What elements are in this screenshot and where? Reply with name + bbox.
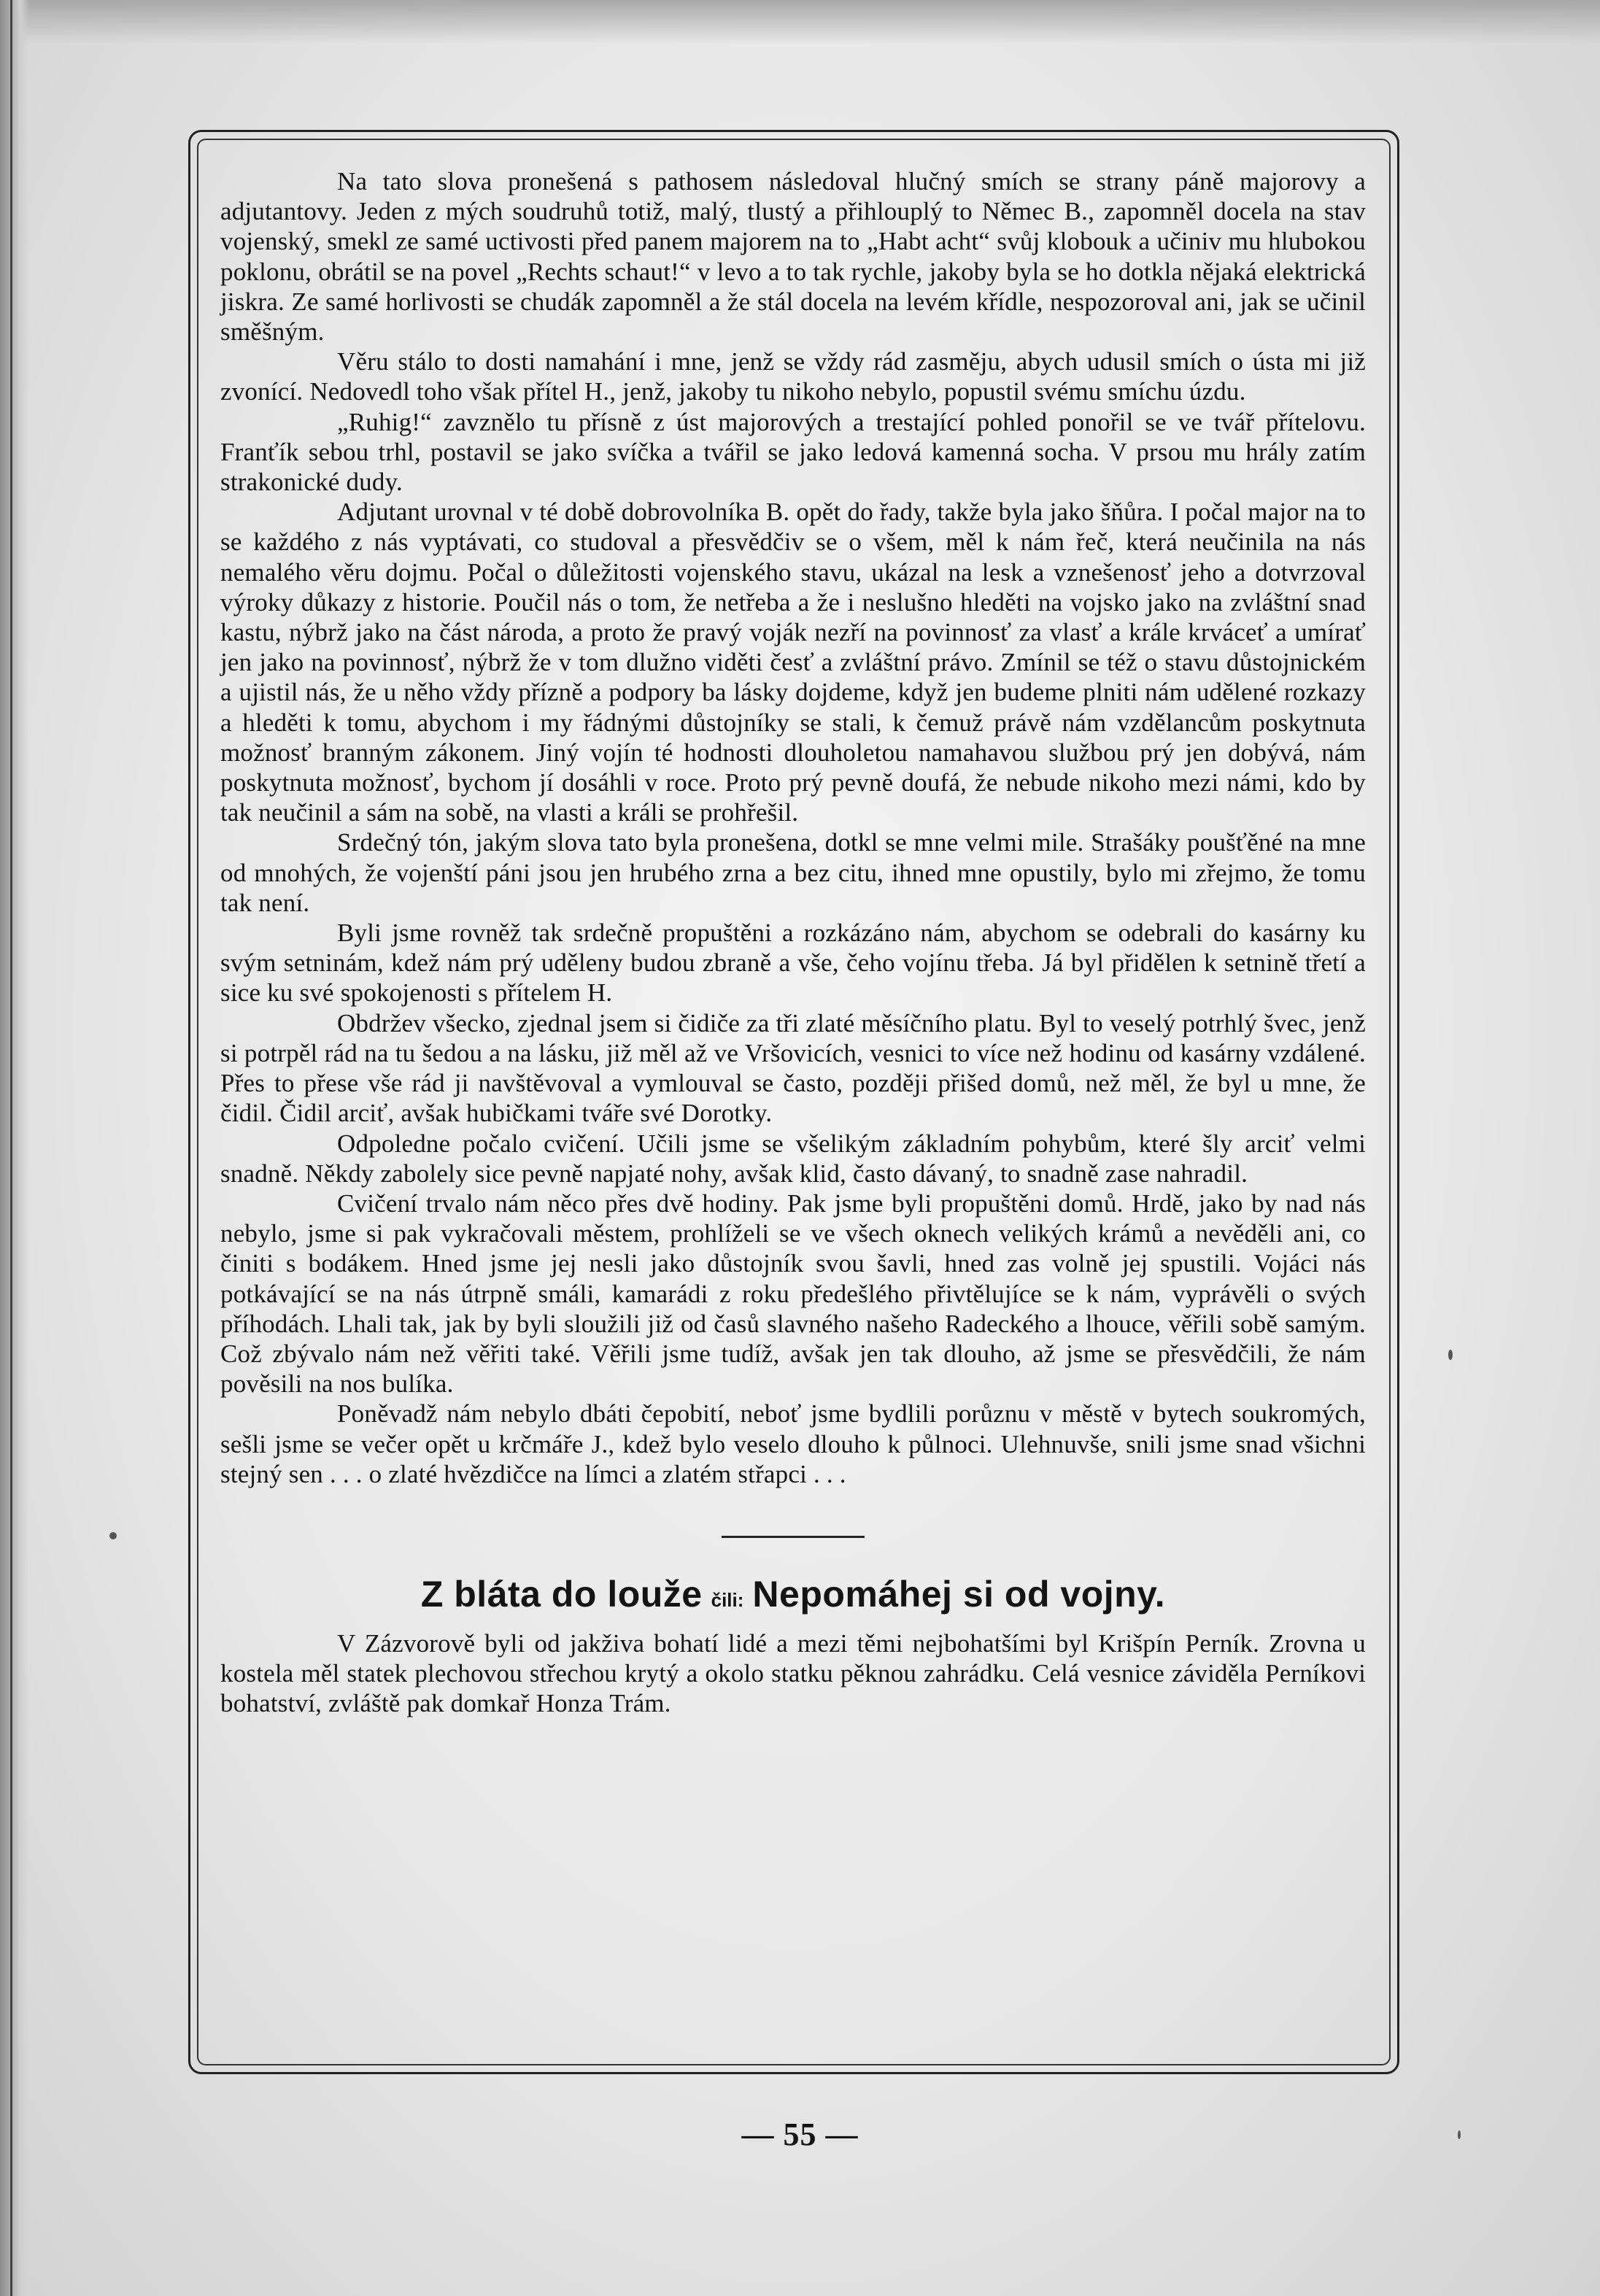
text-block [220,166,1366,1719]
paragraph-2: Věru stálo to dosti namahání i mne, jenž se vždy rád zasměju, abych udusil smích o ústa mi již zvonící. Nedovedl toho však přítel H., jenž, jakoby tu nikoho nebylo, popustil svému smíchu úzdu. [220,347,1366,406]
story-subtitle: Nepomáhej si od vojny. [752,1573,1166,1615]
paragraph-7: Obdržev všecko, zjednal jsem si čidiče za tři zlaté měsíčního platu. Byl to veselý potrhlý švec, jenž si potrpěl rád na tu šedou a na lásku, již měl až ve Vršovicích, vesnici to více než hodinu od kasárny vzdálené. Přes to přese vše rád ji navštěvoval a vymlouval se často, později přišed domů, než měl, že byl u mne, že čidil. Čidil arciť, avšak hubičkami tváře své Dorotky. [220,1008,1366,1128]
scan-shadow-top [0,0,1600,44]
scan-shadow-left [0,0,29,2296]
paragraph-9: Cvičení trvalo nám něco přes dvě hodiny. Pak jsme byli propuštěni domů. Hrdě, jako by nad nás nebylo, jsme si pak vykračovali městem, prohlíželi se ve všech oknech velikých krámů a nevěděli ani, co činiti s bodákem. Hned jsme jej nesli jako důstojník svou šavli, hned zas volně jej spustili. Vojáci nás potkávající se na nás útrpně smáli, kamarádi z roku předešlého přivtělujíce se k nám, vyprávěli o svých příhodách. Lhali tak, jak by byli sloužili již od časů slavného našeho Radeckého a lhouce, věřili sobě samým. Což zbývalo nám než věřiti také. Věřili jsme tudíž, avšak jen tak dlouho, až jsme se přesvědčili, že nám pověsili na nos bulíka. [220,1188,1366,1399]
page-number: — 55 — [741,2117,859,2152]
paragraph-5: Srdečný tón, jakým slova tato byla pronešena, dotkl se mne velmi mile. Strašáky poušťěné na mne od mnohých, že vojenští páni jsou jen hrubého zrna a bez citu, ihned mne opustily, bylo mi zřejmo, že tomu tak není. [220,828,1366,917]
paragraph-4: Adjutant urovnal v té době dobrovolníka B. opět do řady, takže byla jako šňůra. I počal major na to se každého z nás vyptávati, co studoval a přesvědčiv se o všem, měl k nám řeč, která neučinila na nás nemalého věru dojmu. Počal o důležitosti vojenského stavu, ukázal na lesk a vznešenosť jeho a dotvrzoval výroky důkazy z historie. Poučil nás o tom, že netřeba a že i neslušno hleděti na vojsko jako na zvláštní snad kastu, nýbrž jako na část národa, a proto že pravý voják nezří na povinnosť za vlasť a krále krváceť a umírať jen jako na povinnosť, nýbrž že v tom dlužno viděti česť a zvláštní právo. Zmínil se též o stavu důstojnickém a ujistil nás, že u něho vždy přízně a podpory ba lásky dojdeme, když jen budeme plniti nám udělené rozkazy a hleděti k tomu, abychom i my řádnými důstojníky se stali, k čemuž právě nám vzdělancům poskytnuta možnosť branným zákonem. Jiný vojín té hodnosti dlouholetou namahavou službou prý jen dobývá, nám poskytnuta možnosť, bychom jí dosáhli v roce. Proto prý pevně doufá, že nebude nikoho mezi námi, kdo by tak neučinil a sám na sobě, na vlasti a králi se prohřešil. [220,498,1366,827]
story-heading [220,1573,1366,1615]
scan-speck [1458,2130,1461,2139]
paragraph-1: Na tato slova pronešená s pathosem následoval hlučný smích se strany páně majorovy a adjutantovy. Jeden z mých soudruhů totiž, malý, tlustý a přihlouplý to Němec B., zapomněl docela na stav vojenský, smekl ze samé uctivosti před panem majorem na to „Habt acht“ svůj klobouk a učiniv mu hlubokou poklonu, obrátil se na povel „Rechts schaut!“ v levo a to tak rychle, jakoby byla se ho dotkla nějaká elektrická jiskra. Ze samé horlivosti se chudák zapomněl a že stál docela na levém křídle, nespozoroval ani, jak se učinil směšným. [220,167,1366,347]
story-title: Z bláta do louže [420,1573,703,1615]
paragraph-10: Poněvadž nám nebylo dbáti čepobití, neboť jsme bydlili porůznu v městě v bytech soukromých, sešli jsme se večer opět u krčmáře J., kdež bylo veselo dlouho k půlnoci. Ulehnuvše, snili jsme snad všichni stejný sen . . . o zlaté hvězdičce na límci a zlatém střapci . . . [220,1399,1366,1488]
paragraph-6: Byli jsme rovněž tak srdečně propuštěni a rozkázáno nám, abychom se odebrali do kasárny ku svým setninám, kdež nám prý uděleny budou zbraně a vše, čeho vojínu třeba. Já byl přidělen k setnině třetí a sice ku své spokojenosti s přítelem H. [220,919,1366,1008]
scan-speck [1448,1350,1453,1360]
section-divider [722,1536,865,1538]
paragraph-8: Odpoledne počalo cvičení. Učili jsme se všelikým základním pohybům, které šly arciť velmi snadně. Někdy zabolely sice pevně napjaté nohy, avšak klid, často dávaný, to snadně zase nahradil. [220,1129,1366,1188]
story-paragraph: V Zázvorově byli od jakživa bohatí lidé a mezi těmi nejbohatšími byl Krišpín Perník. Zrovna u kostela měl statek plechovou střechou krytý a okolo statku pěknou zahrádku. Celá vesnice záviděla Perníkovi bohatství, zvláště pak domkař Honza Trám. [220,1628,1366,1718]
binding-edge [10,0,12,2296]
story-title-connector: čili: [711,1588,744,1611]
scan-speck [109,1532,117,1539]
paragraph-3: „Ruhig!“ zavznělo tu přísně z úst majorových a trestající pohled ponořil se ve tvář přítelovu. Franťík sebou trhl, postavil se jako svíčka a tvářil se jako ledová kamenná socha. V prsou mu hrály zatím strakonické dudy. [220,407,1366,497]
